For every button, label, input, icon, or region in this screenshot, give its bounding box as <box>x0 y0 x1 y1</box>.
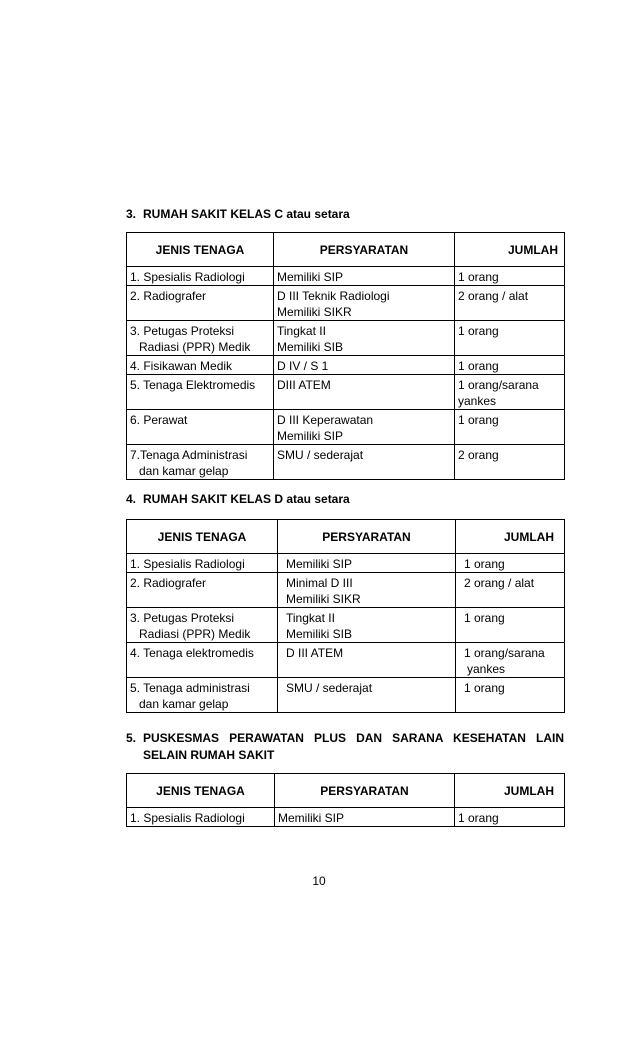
jenis-tenaga-cell <box>127 678 278 713</box>
cell-line: 1 orang <box>458 413 499 427</box>
header-jumlah: JUMLAH <box>456 520 565 554</box>
page-number: 10 <box>312 874 326 888</box>
cell-line: 1 orang <box>464 611 505 625</box>
jumlah-cell <box>456 678 565 713</box>
cell-line: 3. Petugas Proteksi <box>130 611 235 625</box>
persyaratan-cell <box>278 573 456 608</box>
persyaratan-cell <box>274 410 455 445</box>
jenis-tenaga-cell <box>127 573 278 608</box>
persyaratan-cell <box>275 808 455 827</box>
cell-line: Memiliki SIP <box>278 811 345 825</box>
jumlah-cell <box>455 267 565 286</box>
persyaratan-cell <box>278 554 456 573</box>
cell-line: 4. Fisikawan Medik <box>130 359 233 373</box>
cell-line: 2. Radiografer <box>130 576 207 590</box>
jenis-tenaga-cell <box>127 267 274 286</box>
cell-line: 1. Spesialis Radiologi <box>130 811 245 825</box>
cell-line: 5. Tenaga Elektromedis <box>130 378 256 392</box>
cell-line: 1 orang <box>464 681 505 695</box>
table-row <box>127 356 565 375</box>
persyaratan-cell <box>274 286 455 321</box>
cell-line: Minimal D III <box>286 576 353 590</box>
cell-line: Memiliki SIP <box>277 429 344 443</box>
persyaratan-cell <box>278 608 456 643</box>
header-jenis-tenaga: JENIS TENAGA <box>127 233 274 267</box>
jenis-tenaga-cell <box>127 643 278 678</box>
cell-line: Memiliki SIKR <box>277 305 352 319</box>
jumlah-cell <box>455 410 565 445</box>
jumlah-cell <box>456 643 565 678</box>
table-row <box>127 286 565 321</box>
table-kelas-c <box>126 232 565 480</box>
jenis-tenaga-cell <box>127 445 274 480</box>
cell-line: 1 orang <box>464 557 505 571</box>
section-title: PUSKESMAS PERAWATAN PLUS DAN SARANA KESEHATAN LAIN SELAIN RUMAH SAKIT <box>143 731 564 762</box>
table-header-row <box>127 233 565 267</box>
cell-line: D III ATEM <box>286 646 344 660</box>
jumlah-cell <box>455 375 565 410</box>
table-header-row <box>127 520 565 554</box>
table-kelas-d <box>126 519 565 713</box>
table-row <box>127 608 565 643</box>
cell-line: 1. Spesialis Radiologi <box>130 557 245 571</box>
table-row <box>127 678 565 713</box>
persyaratan-cell <box>274 321 455 356</box>
cell-line: 7.Tenaga Administrasi <box>130 448 248 462</box>
section-number: 5. <box>126 731 137 745</box>
cell-line: dan kamar gelap <box>139 697 229 711</box>
cell-line: 2. Radiografer <box>130 289 207 303</box>
cell-line: 1 orang/sarana <box>464 646 545 660</box>
jumlah-cell <box>455 445 565 480</box>
section-title: RUMAH SAKIT KELAS D atau setara <box>143 492 350 506</box>
cell-line: yankes <box>467 662 506 676</box>
jenis-tenaga-cell <box>127 808 275 827</box>
persyaratan-cell <box>274 356 455 375</box>
jenis-tenaga-cell <box>127 321 274 356</box>
jenis-tenaga-cell <box>127 410 274 445</box>
cell-line: 6. Perawat <box>130 413 188 427</box>
persyaratan-cell <box>274 267 455 286</box>
table-row <box>127 643 565 678</box>
persyaratan-cell <box>278 678 456 713</box>
cell-line: 1 orang/sarana <box>458 378 539 392</box>
section-number: 3. <box>126 207 137 221</box>
section-4-heading <box>126 491 564 508</box>
jumlah-cell <box>455 356 565 375</box>
header-persyaratan: PERSYARATAN <box>274 233 455 267</box>
section-title: RUMAH SAKIT KELAS C atau setara <box>143 207 350 221</box>
cell-line: SMU / sederajat <box>286 681 373 695</box>
jumlah-cell <box>455 286 565 321</box>
cell-line: 1 orang <box>458 811 499 825</box>
table-row <box>127 410 565 445</box>
cell-line: D III Teknik Radiologi <box>277 289 390 303</box>
header-jenis-tenaga: JENIS TENAGA <box>127 774 275 808</box>
cell-line: DIII ATEM <box>277 378 331 392</box>
cell-line: 1 orang <box>458 359 499 373</box>
persyaratan-cell <box>278 643 456 678</box>
cell-line: Memiliki SIKR <box>286 592 361 606</box>
jumlah-cell <box>456 608 565 643</box>
cell-line: Tingkat II <box>286 611 335 625</box>
section-number: 4. <box>126 492 137 506</box>
persyaratan-cell <box>274 375 455 410</box>
section-3-heading <box>126 206 564 223</box>
cell-line: Tingkat II <box>277 324 326 338</box>
table-header-row <box>127 774 565 808</box>
header-jumlah: JUMLAH <box>455 233 565 267</box>
table-row <box>127 573 565 608</box>
cell-line: 2 orang <box>458 448 499 462</box>
cell-line: 3. Petugas Proteksi <box>130 324 235 338</box>
cell-line: 2 orang / alat <box>458 289 529 303</box>
cell-line: 1. Spesialis Radiologi <box>130 270 245 284</box>
cell-line: Memiliki SIB <box>286 627 353 641</box>
cell-line: Memiliki SIB <box>277 340 344 354</box>
jenis-tenaga-cell <box>127 286 274 321</box>
jumlah-cell <box>456 554 565 573</box>
table-row <box>127 445 565 480</box>
jenis-tenaga-cell <box>127 554 278 573</box>
cell-line: SMU / sederajat <box>277 448 364 462</box>
jumlah-cell <box>456 573 565 608</box>
cell-line: D IV / S 1 <box>277 359 329 373</box>
table-row <box>127 375 565 410</box>
cell-line: 1 orang <box>458 324 499 338</box>
table-row <box>127 321 565 356</box>
persyaratan-cell <box>274 445 455 480</box>
cell-line: Memiliki SIP <box>277 270 344 284</box>
table-row <box>127 554 565 573</box>
table-row <box>127 267 565 286</box>
jenis-tenaga-cell <box>127 356 274 375</box>
cell-line: 1 orang <box>458 270 499 284</box>
cell-line: 2 orang / alat <box>464 576 535 590</box>
cell-line: D III Keperawatan <box>277 413 374 427</box>
cell-line: Memiliki SIP <box>286 557 353 571</box>
cell-line: yankes <box>458 394 497 408</box>
table-body <box>127 808 565 827</box>
table-body <box>127 267 565 480</box>
table-row <box>127 808 565 827</box>
header-persyaratan: PERSYARATAN <box>275 774 455 808</box>
cell-line: Radiasi (PPR) Medik <box>139 627 251 641</box>
table-body <box>127 554 565 713</box>
header-persyaratan: PERSYARATAN <box>278 520 456 554</box>
jumlah-cell <box>455 321 565 356</box>
jenis-tenaga-cell <box>127 608 278 643</box>
cell-line: dan kamar gelap <box>139 464 229 478</box>
cell-line: Radiasi (PPR) Medik <box>139 340 251 354</box>
header-jenis-tenaga: JENIS TENAGA <box>127 520 278 554</box>
cell-line: 4. Tenaga elektromedis <box>130 646 254 660</box>
jenis-tenaga-cell <box>127 375 274 410</box>
table-puskesmas <box>126 773 565 827</box>
header-jumlah: JUMLAH <box>455 774 565 808</box>
section-5-heading <box>126 730 564 764</box>
cell-line: 5. Tenaga administrasi <box>130 681 250 695</box>
jumlah-cell <box>455 808 565 827</box>
